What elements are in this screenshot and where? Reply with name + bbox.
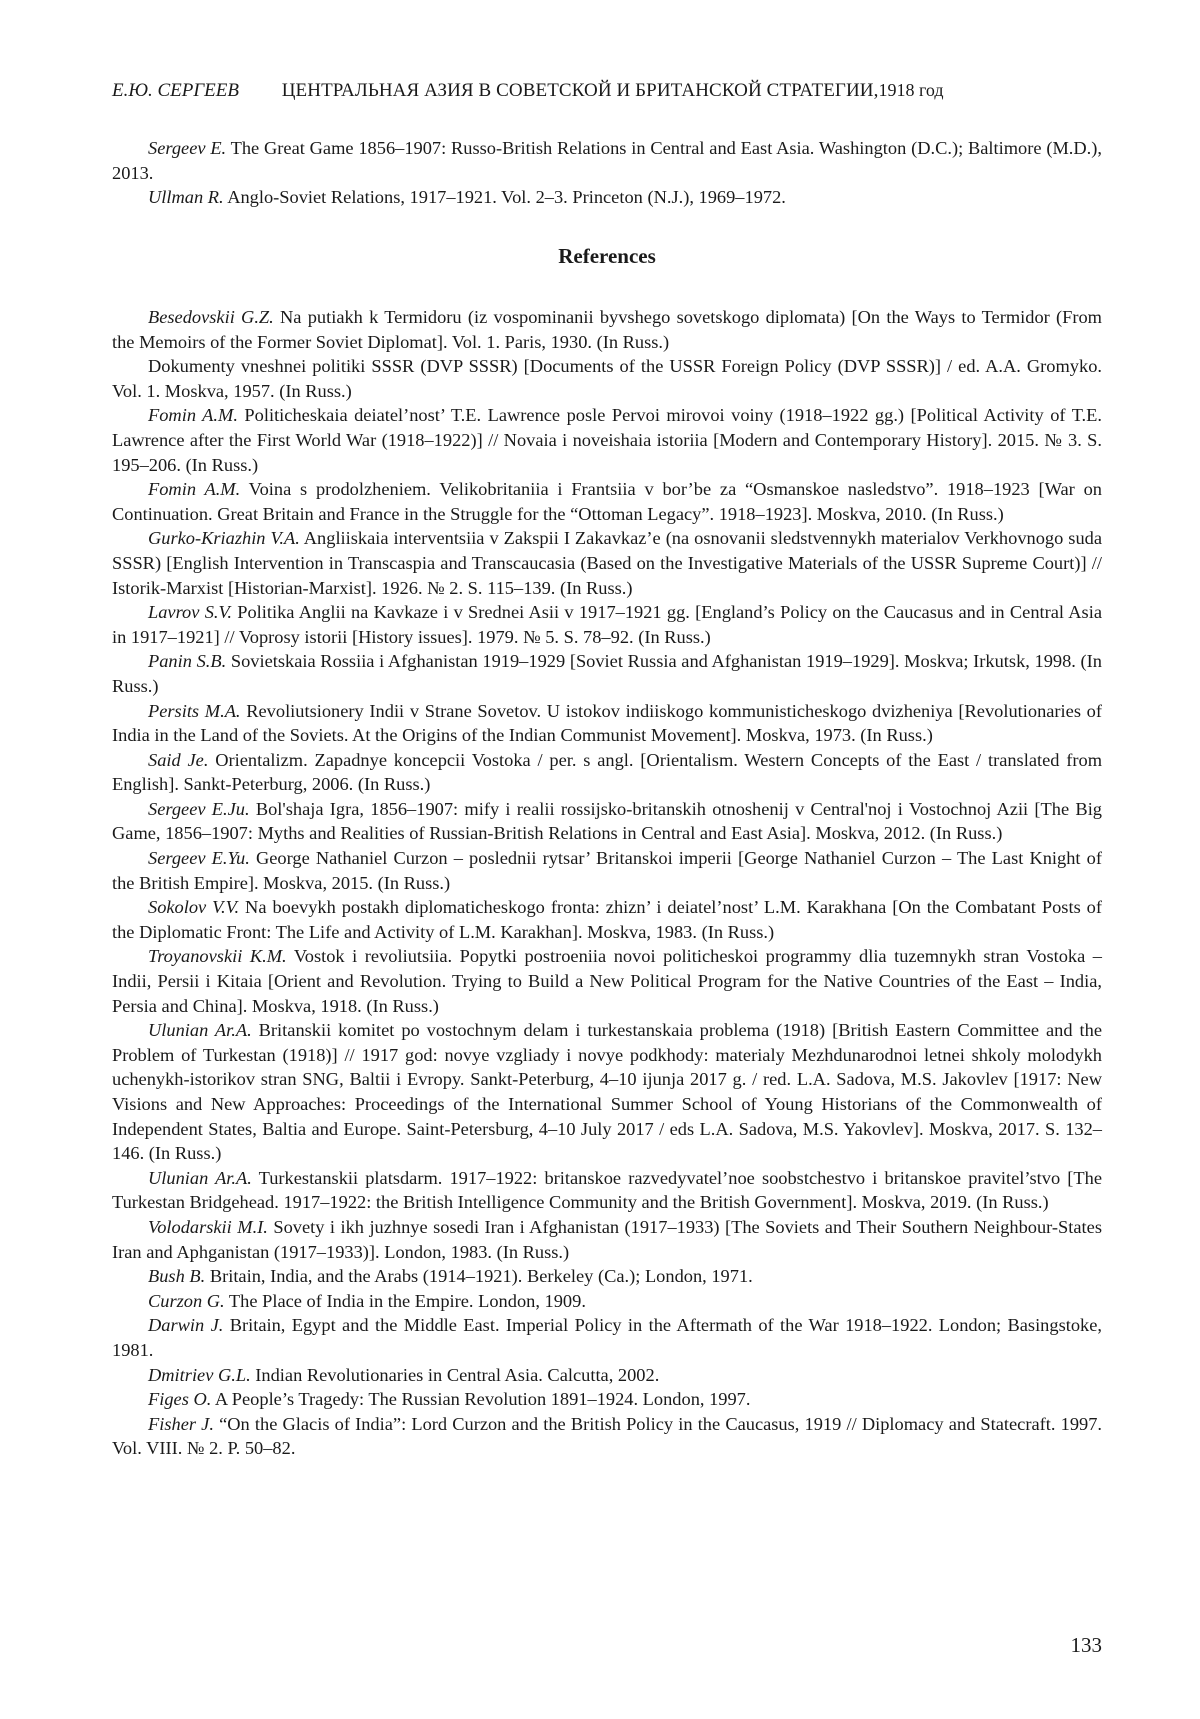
entry-author: Sergeev E.Ju. bbox=[148, 799, 250, 819]
reference-entry bbox=[112, 1018, 1102, 1166]
entry-author: Dmitriev G.L. bbox=[148, 1365, 251, 1385]
entry-author: Lavrov S.V. bbox=[148, 602, 232, 622]
reference-entry bbox=[112, 846, 1102, 895]
entry-text: Anglo-Soviet Relations, 1917–1921. Vol. 2–3. Princeton (N.J.), 1969–1972. bbox=[224, 187, 786, 207]
reference-entry bbox=[112, 354, 1102, 403]
reference-entry bbox=[112, 1412, 1102, 1461]
running-head-author: Е.Ю. СЕРГЕЕВ bbox=[112, 80, 239, 101]
reference-entry bbox=[112, 600, 1102, 649]
reference-entry bbox=[112, 305, 1102, 354]
entry-text: Revoliutsionery Indii v Strane Sovetov. U istokov indiiskogo kommunisticheskogo dvizheniya [Revolutionaries of India in the Land of the Soviets. At the Origins of the Indian Communist Movement]. Moskva, 1973. (In Russ.) bbox=[112, 701, 1102, 746]
entry-author: Besedovskii G.Z. bbox=[148, 307, 274, 327]
entry-author: Bush B. bbox=[148, 1266, 205, 1286]
entry-text: Dokumenty vneshnei politiki SSSR (DVP SSSR) [Documents of the USSR Foreign Policy (DVP SSSR)] / ed. A.A. Gromyko. Vol. 1. Moskva, 1957. (In Russ.) bbox=[112, 356, 1102, 401]
entry-text: Orientalizm. Zapadnye koncepcii Vostoka / per. s angl. [Orientalism. Western Concepts of the East / translated from English]. Sankt-Peterburg, 2006. (In Russ.) bbox=[112, 750, 1102, 795]
entry-author: Panin S.B. bbox=[148, 651, 226, 671]
entry-text: Indian Revolutionaries in Central Asia. Calcutta, 2002. bbox=[251, 1365, 660, 1385]
reference-entry bbox=[112, 1313, 1102, 1362]
reference-entry bbox=[112, 797, 1102, 846]
entry-text: Na boevykh postakh diplomaticheskogo fronta: zhizn’ i deiatel’nost’ L.M. Karakhana [On the Combatant Posts of the Diplomatic Front: The Life and Activity of L.M. Karakhan]. Moskva, 1983. (In Russ.) bbox=[112, 897, 1102, 942]
entry-text: The Great Game 1856–1907: Russo-British Relations in Central and East Asia. Washington (D.C.); Baltimore (M.D.), 2013. bbox=[112, 138, 1102, 183]
entry-text: Sovietskaia Rossiia i Afghanistan 1919–1929 [Soviet Russia and Afghanistan 1919–1929]. Moskva; Irkutsk, 1998. (In Russ.) bbox=[112, 651, 1102, 696]
reference-entry bbox=[112, 1289, 1102, 1314]
reference-entry bbox=[112, 1387, 1102, 1412]
entry-text: Britanskii komitet po vostochnym delam i turkestanskaia problema (1918) [British Eastern Committee and the Problem of Turkestan (1918)] // 1917 god: novye vzgliady i novye podkhody: materialy Mezhdunarodnoi letnei shkoly molodykh uchenykh-istorikov stran SNG, Baltii i Evropy. Sankt-Peterburg, 4–10 ijunja 2017 g. / red. L.A. Sadova, M.S. Jakovlev [1917: New Visions and New Approaches: Proceedings of the International Summer School of Young Historians of the Commonwealth of Independent States, Baltia and Europe. Saint-Petersburg, 4–10 July 2017 / eds L.A. Sadova, M.S. Yakovlev]. Moskva, 2017. S. 132–146. (In Russ.) bbox=[112, 1020, 1102, 1163]
entry-author: Gurko-Kriazhin V.A. bbox=[148, 528, 300, 548]
bibliography-entry bbox=[112, 185, 1102, 210]
entry-author: Ulunian Ar.A. bbox=[148, 1168, 252, 1188]
reference-entry bbox=[112, 944, 1102, 1018]
entry-author: Persits M.A. bbox=[148, 701, 241, 721]
entry-text: “On the Glacis of India”: Lord Curzon and the British Policy in the Caucasus, 1919 // Diplomacy and Statecraft. 1997. Vol. VIII. № 2. P. 50–82. bbox=[112, 1414, 1102, 1459]
reference-entry bbox=[112, 895, 1102, 944]
entry-text: Britain, Egypt and the Middle East. Imperial Policy in the Aftermath of the War 1918–1922. London; Basingstoke, 1981. bbox=[112, 1315, 1102, 1360]
journal-page bbox=[0, 0, 1200, 1719]
entry-text: Angliiskaia interventsiia v Zakspii I Zakavkaz’e (na osnovanii sledstvennykh materialov Verkhovnogo suda SSSR) [English Intervention in Transcaspia and Transcaucasia (Based on the Investigative Materials of the USSR Supreme Court)] // Istorik-Marxist [Historian-Marxist]. 1926. № 2. S. 115–139. (In Russ.) bbox=[112, 528, 1102, 597]
reference-entry bbox=[112, 1264, 1102, 1289]
entry-text: Turkestanskii platsdarm. 1917–1922: britanskoe razvedyvatel’noe soobstchestvo i britanskoe pravitel’stvo [The Turkestan Bridgehead. 1917–1922: the British Intelligence Community and the British Government]. Moskva, 2019. (In Russ.) bbox=[112, 1168, 1102, 1213]
running-head-year: 1918 год bbox=[878, 80, 943, 100]
reference-entry bbox=[112, 699, 1102, 748]
entry-text: Politika Anglii na Kavkaze i v Srednei Asii v 1917–1921 gg. [England’s Policy on the Caucasus and in Central Asia in 1917–1921] // Voprosy istorii [History issues]. 1979. № 5. S. 78–92. (In Russ.) bbox=[112, 602, 1102, 647]
entry-text: George Nathaniel Curzon – poslednii rytsar’ Britanskoi imperii [George Nathaniel Curzon – The Last Knight of the British Empire]. Moskva, 2015. (In Russ.) bbox=[112, 848, 1102, 893]
bibliography-continuation bbox=[112, 136, 1102, 210]
entry-text: Politicheskaia deiatel’nost’ T.E. Lawrence posle Pervoi mirovoi voiny (1918–1922 gg.) [Political Activity of T.E. Lawrence after the First World War (1918–1922)] // Novaia i noveishaia istoriia [Modern and Contemporary History]. 2015. № 3. S. 195–206. (In Russ.) bbox=[112, 405, 1102, 474]
entry-author: Fomin A.M. bbox=[148, 405, 238, 425]
running-head-title: ЦЕНТРАЛЬНАЯ АЗИЯ В СОВЕТСКОЙ И БРИТАНСКОЙ СТРАТЕГИИ, bbox=[282, 80, 879, 101]
entry-text: Sovety i ikh juzhnye sosedi Iran i Afghanistan (1917–1933) [The Soviets and Their Southern Neighbour-States Iran and Aphganistan (1917–1933)]. London, 1983. (In Russ.) bbox=[112, 1217, 1102, 1262]
entry-author: Ulunian Ar.A. bbox=[148, 1020, 252, 1040]
entry-author: Curzon G. bbox=[148, 1291, 225, 1311]
reference-entry bbox=[112, 477, 1102, 526]
reference-entry bbox=[112, 649, 1102, 698]
entry-author: Said Je. bbox=[148, 750, 208, 770]
entry-author: Troyanovskii K.M. bbox=[148, 946, 287, 966]
references-list bbox=[112, 305, 1102, 1461]
entry-author: Sokolov V.V. bbox=[148, 897, 239, 917]
entry-text: Voina s prodolzheniem. Velikobritaniia i Frantsiia v bor’be za “Osmanskoe nasledstvo”. 1918–1923 [War on Continuation. Great Britain and France in the Struggle for the “Ottoman Legacy”. 1918–1923]. Moskva, 2010. (In Russ.) bbox=[112, 479, 1102, 524]
references-heading: References bbox=[112, 244, 1102, 269]
reference-entry bbox=[112, 1363, 1102, 1388]
page-number: 133 bbox=[1071, 1633, 1103, 1658]
entry-text: Vostok i revoliutsiia. Popytki postroeniia novoi politicheskoi programmy dlia tuzemnykh stran Vostoka – Indii, Persii i Kitaia [Orient and Revolution. Trying to Build a New Political Program for the Native Countries of the East – India, Persia and China]. Moskva, 1918. (In Russ.) bbox=[112, 946, 1102, 1015]
entry-text: A People’s Tragedy: The Russian Revolution 1891–1924. London, 1997. bbox=[211, 1389, 750, 1409]
bibliography-entry bbox=[112, 136, 1102, 185]
entry-author: Sergeev E.Yu. bbox=[148, 848, 250, 868]
entry-text: Bol'shaja Igra, 1856–1907: mify i realii rossijsko-britanskih otnoshenij v Central'noj i Vostochnoj Azii [The Big Game, 1856–1907: Myths and Realities of Russian-British Relations in Central and East Asia]. Moskva, 2012. (In Russ.) bbox=[112, 799, 1102, 844]
entry-text: The Place of India in the Empire. London, 1909. bbox=[225, 1291, 586, 1311]
entry-author: Volodarskii M.I. bbox=[148, 1217, 268, 1237]
reference-entry bbox=[112, 1215, 1102, 1264]
entry-author: Fisher J. bbox=[148, 1414, 214, 1434]
entry-author: Ullman R. bbox=[148, 187, 224, 207]
reference-entry bbox=[112, 403, 1102, 477]
reference-entry bbox=[112, 748, 1102, 797]
reference-entry bbox=[112, 526, 1102, 600]
reference-entry bbox=[112, 1166, 1102, 1215]
entry-author: Fomin A.M. bbox=[148, 479, 240, 499]
entry-text: Britain, India, and the Arabs (1914–1921). Berkeley (Ca.); London, 1971. bbox=[205, 1266, 753, 1286]
entry-author: Darwin J. bbox=[148, 1315, 223, 1335]
entry-author: Figes O. bbox=[148, 1389, 211, 1409]
entry-author: Sergeev E. bbox=[148, 138, 226, 158]
entry-text: Na putiakh k Termidoru (iz vospominanii byvshego sovetskogo diplomata) [On the Ways to Termidor (From the Memoirs of the Former Soviet Diplomat]. Vol. 1. Paris, 1930. (In Russ.) bbox=[112, 307, 1102, 352]
running-head bbox=[112, 80, 1102, 102]
